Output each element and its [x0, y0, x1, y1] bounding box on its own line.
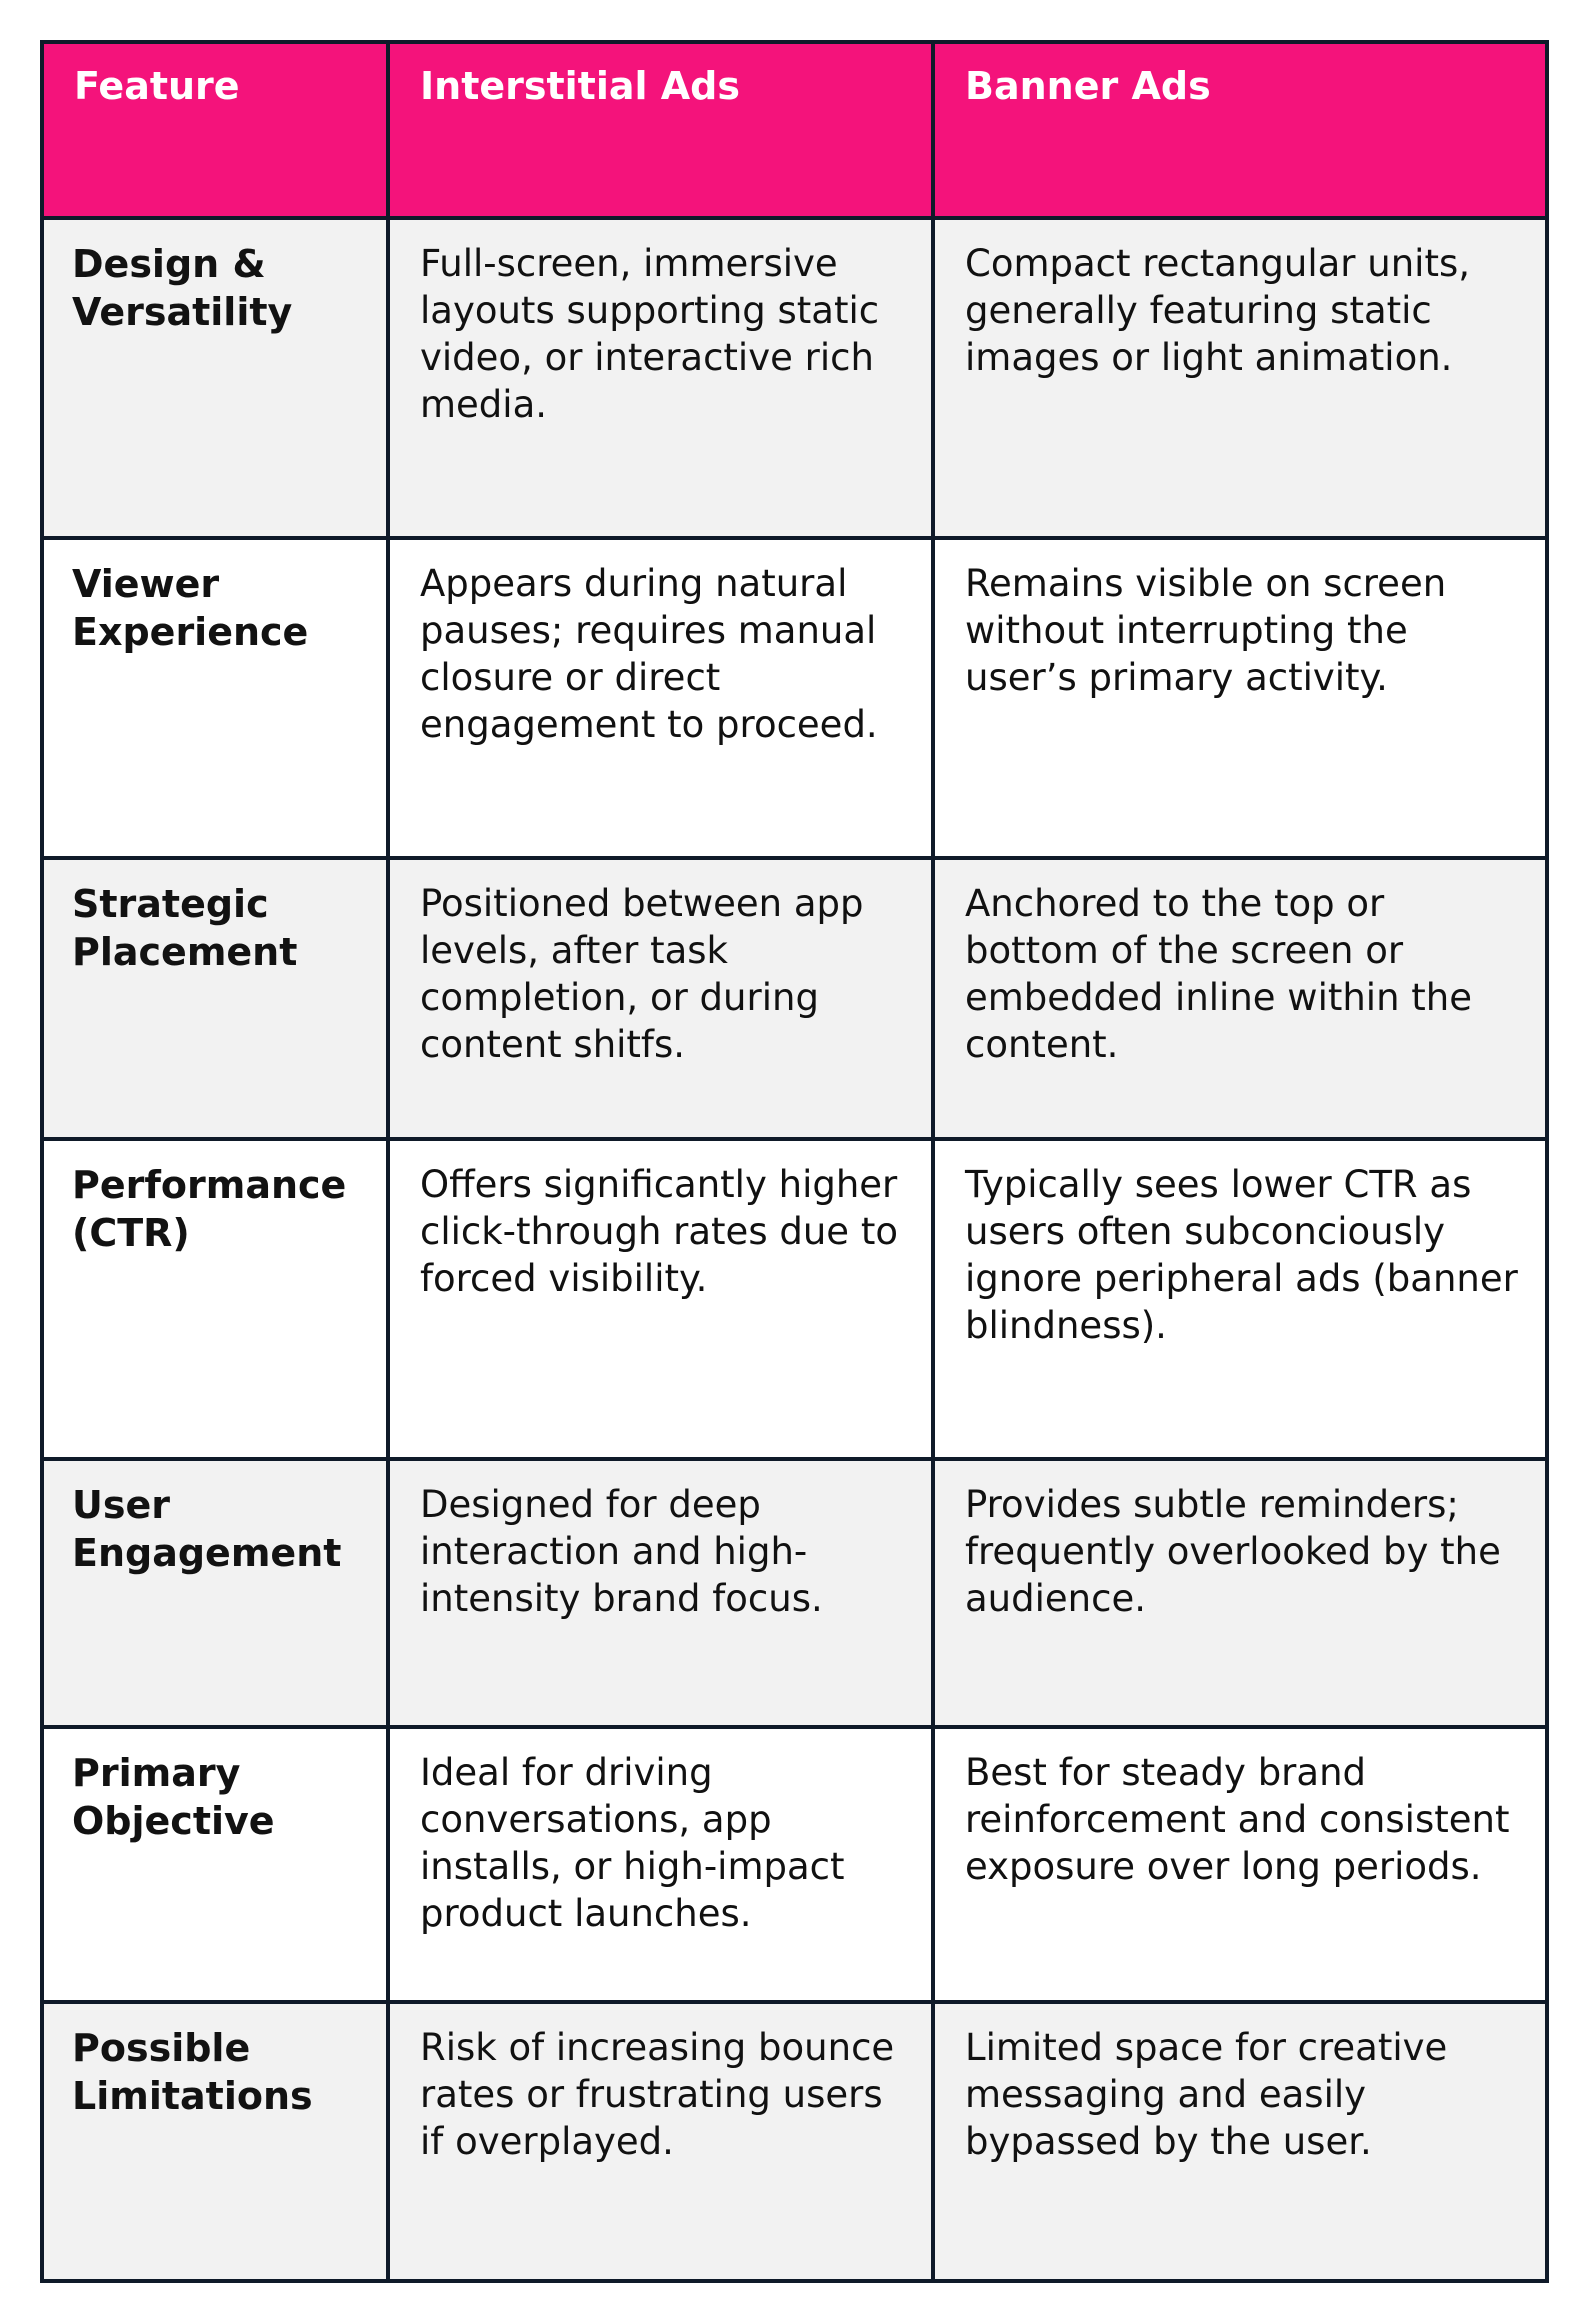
row-feature-label: User Engagement — [44, 1461, 390, 1729]
row-banner-cell: Compact rectangular units, generally featuring static images or light animation. — [935, 220, 1545, 540]
row-interstitial-cell: Ideal for driving conversations, app installs, or high-impact product launches. — [390, 1729, 935, 2004]
header-feature: Feature — [44, 44, 390, 220]
header-interstitial-ads: Interstitial Ads — [390, 44, 935, 220]
row-interstitial-cell: Full-screen, immersive layouts supporting static video, or interactive rich media. — [390, 220, 935, 540]
row-feature-label: Design & Versatility — [44, 220, 390, 540]
header-banner-ads: Banner Ads — [935, 44, 1545, 220]
row-interstitial-cell: Risk of increasing bounce rates or frustrating users if overplayed. — [390, 2004, 935, 2279]
comparison-table — [40, 40, 1549, 2283]
row-interstitial-cell: Appears during natural pauses; requires manual closure or direct engagement to proceed. — [390, 540, 935, 860]
row-feature-label: Primary Objective — [44, 1729, 390, 2004]
row-interstitial-cell: Designed for deep interaction and high-intensity brand focus. — [390, 1461, 935, 1729]
row-feature-label: Viewer Experience — [44, 540, 390, 860]
row-banner-cell: Limited space for creative messaging and easily bypassed by the user. — [935, 2004, 1545, 2279]
row-interstitial-cell: Offers significantly higher click-through rates due to forced visibility. — [390, 1141, 935, 1461]
row-banner-cell: Best for steady brand reinforcement and consistent exposure over long periods. — [935, 1729, 1545, 2004]
row-feature-label: Strategic Placement — [44, 860, 390, 1141]
row-feature-label: Performance (CTR) — [44, 1141, 390, 1461]
row-interstitial-cell: Positioned between app levels, after task completion, or during content shitfs. — [390, 860, 935, 1141]
row-banner-cell: Typically sees lower CTR as users often subconciously ignore peripheral ads (banner blindness). — [935, 1141, 1545, 1461]
row-banner-cell: Remains visible on screen without interrupting the user’s primary activity. — [935, 540, 1545, 860]
row-banner-cell: Anchored to the top or bottom of the screen or embedded inline within the content. — [935, 860, 1545, 1141]
row-banner-cell: Provides subtle reminders; frequently overlooked by the audience. — [935, 1461, 1545, 1729]
row-feature-label: Possible Limitations — [44, 2004, 390, 2279]
